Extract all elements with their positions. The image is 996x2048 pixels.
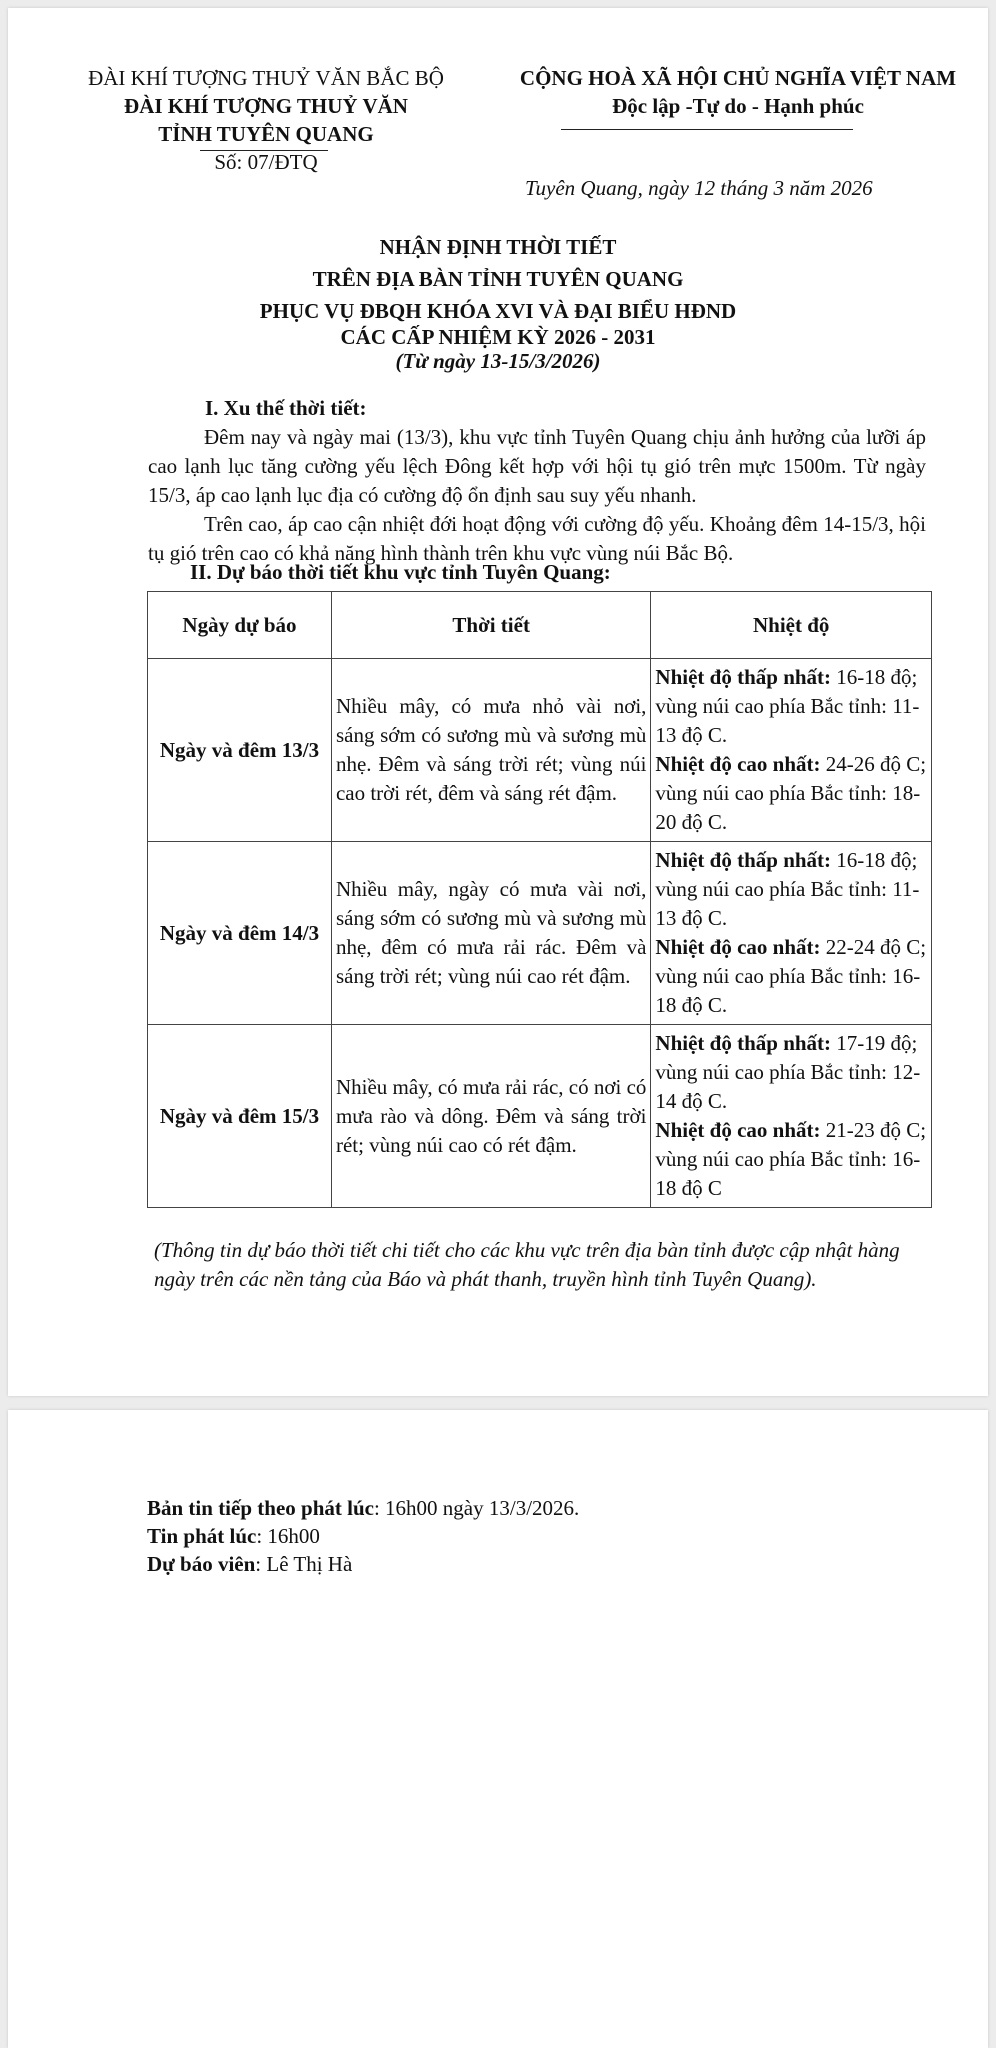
document-number: Số: 07/ĐTQ — [214, 150, 318, 174]
issued-time-line — [147, 1522, 320, 1551]
section-1-paragraph-2: Trên cao, áp cao cận nhiệt đới hoạt động với cường độ yếu. Khoảng đêm 14-15/3, hội tụ gió trên cao có khả năng hình thành trên khu vực vùng núi Bắc Bộ. — [148, 512, 926, 565]
row-temperature — [651, 1025, 932, 1208]
row-temperature — [651, 842, 932, 1025]
min-temp-label: Nhiệt độ thấp nhất: — [655, 848, 832, 872]
row-day: Ngày và đêm 15/3 — [148, 1025, 332, 1208]
header-weather: Thời tiết — [331, 592, 650, 659]
row-temperature — [651, 659, 932, 842]
doc-title-line4: CÁC CẤP NHIỆM KỲ 2026 - 2031 — [340, 325, 656, 349]
doc-title-line3: PHỤC VỤ ĐBQH KHÓA XVI VÀ ĐẠI BIỂU HĐND — [259, 299, 737, 323]
date-place: Tuyên Quang, ngày 12 tháng 3 năm 2026 — [525, 176, 873, 200]
header-forecast-day: Ngày dự báo — [148, 592, 332, 659]
max-temp-text: 22-24 độ C; vùng núi cao phía Bắc tỉnh: 16-18 độ C. — [655, 935, 927, 1017]
update-note: (Thông tin dự báo thời tiết chi tiết cho các khu vực trên địa bàn tỉnh được cập nhật hàng ngày trên các nền tảng của Báo và phát thanh, truyền hình tỉnh Tuyên Quang). — [154, 1238, 900, 1291]
table-row — [148, 842, 932, 1025]
section-2-heading: II. Dự báo thời tiết khu vực tỉnh Tuyên Quang: — [190, 560, 611, 584]
row-weather: Nhiều mây, có mưa nhỏ vài nơi, sáng sớm có sương mù và sương mù nhẹ. Đêm và sáng trời rét; vùng núi cao trời rét, đêm và sáng rét đậm. — [331, 659, 650, 842]
agency-province: TỈNH TUYÊN QUANG — [158, 122, 374, 146]
document-page-1 — [8, 8, 988, 1396]
section-1-heading: I. Xu thế thời tiết: — [205, 396, 367, 420]
max-temp-label: Nhiệt độ cao nhất: — [655, 935, 821, 959]
min-temp-text: 16-18 độ; vùng núi cao phía Bắc tỉnh: 11-13 độ C. — [655, 848, 920, 930]
section-1-paragraph-1: Đêm nay và ngày mai (13/3), khu vực tỉnh Tuyên Quang chịu ảnh hưởng của lưỡi áp cao lạnh lục tăng cường yếu lệch Đông kết hợp với hội tụ gió trên mực 1500m. Từ ngày 15/3, áp cao lạnh lục địa có cường độ ổn định sau suy yếu nhanh. — [148, 425, 926, 507]
forecast-table — [147, 591, 932, 1208]
national-motto: Độc lập -Tự do - Hạnh phúc — [612, 94, 864, 118]
row-day: Ngày và đêm 13/3 — [148, 659, 332, 842]
agency-parent-name: ĐÀI KHÍ TƯỢNG THUỶ VĂN BẮC BỘ — [88, 66, 444, 90]
header-temperature: Nhiệt độ — [651, 592, 932, 659]
table-row — [148, 1025, 932, 1208]
next-bulletin-value: : 16h00 ngày 13/3/2026. — [373, 1496, 580, 1520]
row-weather: Nhiều mây, ngày có mưa vài nơi, sáng sớm có sương mù và sương mù nhẹ, đêm có mưa rải rác. Đêm và sáng trời rét; vùng núi cao rét đậm. — [331, 842, 650, 1025]
forecaster-value: : Lê Thị Hà — [255, 1552, 353, 1576]
issued-time-value: : 16h00 — [256, 1524, 320, 1548]
max-temp-label: Nhiệt độ cao nhất: — [655, 752, 821, 776]
min-temp-label: Nhiệt độ thấp nhất: — [655, 1031, 832, 1055]
doc-title-line1: NHẬN ĐỊNH THỜI TIẾT — [379, 235, 617, 259]
table-row — [148, 659, 932, 842]
doc-date-range: (Từ ngày 13-15/3/2026) — [395, 349, 601, 373]
max-temp-text: 21-23 độ C; vùng núi cao phía Bắc tỉnh: 16-18 độ C — [655, 1118, 927, 1200]
row-day: Ngày và đêm 14/3 — [148, 842, 332, 1025]
doc-title-line2: TRÊN ĐỊA BÀN TỈNH TUYÊN QUANG — [312, 267, 684, 291]
forecaster-label: Dự báo viên — [147, 1552, 256, 1576]
min-temp-label: Nhiệt độ thấp nhất: — [655, 665, 832, 689]
min-temp-text: 17-19 độ; vùng núi cao phía Bắc tỉnh: 12-14 độ C. — [655, 1031, 921, 1113]
motto-underline — [561, 129, 853, 130]
max-temp-text: 24-26 độ C; vùng núi cao phía Bắc tỉnh: 18-20 độ C. — [655, 752, 927, 834]
table-header-row — [148, 592, 932, 659]
agency-name: ĐÀI KHÍ TƯỢNG THUỶ VĂN — [124, 94, 408, 118]
min-temp-text: 16-18 độ; vùng núi cao phía Bắc tỉnh: 11-13 độ C. — [655, 665, 920, 747]
national-title: CỘNG HOÀ XÃ HỘI CHỦ NGHĨA VIỆT NAM — [519, 66, 957, 90]
document-page-2 — [8, 1410, 988, 2048]
row-weather: Nhiều mây, có mưa rải rác, có nơi có mưa rào và dông. Đêm và sáng trời rét; vùng núi cao có rét đậm. — [331, 1025, 650, 1208]
max-temp-label: Nhiệt độ cao nhất: — [655, 1118, 821, 1142]
forecaster-line — [147, 1550, 352, 1579]
next-bulletin-label: Bản tin tiếp theo phát lúc — [147, 1496, 374, 1520]
issued-time-label: Tin phát lúc — [147, 1524, 257, 1548]
next-bulletin-line — [147, 1494, 579, 1523]
